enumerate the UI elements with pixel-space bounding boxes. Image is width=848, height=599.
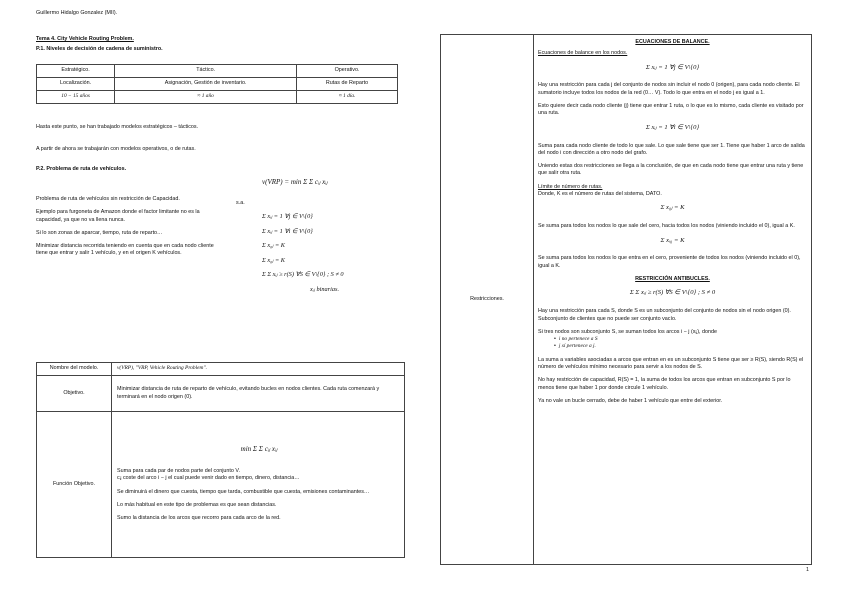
restrictions-label: Restricciones. — [441, 35, 534, 565]
p1-title: P.1. Niveles de decisión de cadena de suministro. — [36, 46, 163, 52]
model-objective-cell — [112, 412, 405, 558]
constraint-line: Σ xᵢⱼ = 1 ∀j ∈ V\{0} — [262, 213, 313, 220]
formulation-sa: s.a. — [236, 200, 245, 206]
levels-cell: ≈ 1 día. — [297, 91, 398, 104]
levels-cell: Asignación, Gestión de inventario. — [115, 78, 297, 91]
p2-title: P.2. Problema de ruta de vehículos. — [36, 166, 127, 172]
levels-cell: 10 − 15 años — [37, 91, 115, 104]
levels-cell: Localización. — [37, 78, 115, 91]
bullet-text: i no pertenece a S — [558, 336, 598, 343]
objective-formula: min Σ Σ cᵢⱼ xᵢⱼ — [240, 444, 278, 453]
routes-subtitle: Límite de número de rutas. — [538, 183, 603, 190]
restr-para: No hay restricción de capacidad, R(S) = 1, la suma de todos los arcos que entran en subconjunto S por lo menos tiene que haber 1 por donde circule 1 vehículo. — [538, 377, 791, 391]
author-line: Guillermo Hidalgo Gonzalez (MII). — [36, 10, 118, 16]
p2-para: Minimizar distancia recorrida teniendo en cuenta que en cada nodo cliente tiene que entrar y salir 1 vehículo, y en el origen K vehículos. — [36, 243, 214, 257]
balance-subtitle: Ecuaciones de balance en los nodos. — [538, 50, 628, 57]
restrictions-table — [440, 34, 812, 565]
model-table — [36, 362, 405, 558]
restr-para: Hay una restricción para cada S, donde S es un subconjunto del conjunto de nodos sin el nodo origen (0). Subconjunto de clientes que no puede ser conjunto vacío. — [538, 308, 791, 322]
anti-title: RESTRICCIÓN ANTIBUCLES. — [635, 276, 710, 283]
p2-para: Ejemplo para furgoneta de Amazon donde el factor limitante no es la capacidad, ya que no va llena nunca. — [36, 209, 200, 223]
model-label: Nombre del modelo. — [37, 363, 112, 376]
p2-para: Problema de ruta de vehículos sin restricción de Capacidad. — [36, 196, 180, 202]
objective-para: Se diminuirá el dinero que cuesta, tiempo que tarda, combustible que cuesta, emisiones contaminantes… — [117, 488, 370, 495]
restr-para: Se suma para todos los nodos lo que sale del cero, hacia todos los nodos (viniendo incluido el 0), igual a K. — [538, 223, 795, 230]
restr-para: Se suma para todos los nodos lo que entra en el cero, proveniente de todos los nodos (viniendo incluido el 0), igual a K. — [538, 255, 801, 269]
objective-para: Lo más habitual en este tipo de problemas es que sean distancias. — [117, 501, 277, 508]
restr-para: Si tres nodos son subconjunto S, se suman todos los arcos i − j (xᵢⱼ), donde — [538, 328, 718, 335]
model-value: Minimizar distancia de ruta de reparto de vehículo, evitando bucles en nodos clientes. Cada ruta comenzará y terminará en el nodo origen (0). — [112, 376, 405, 412]
bullet-item: • j sí pertenece a j. — [554, 343, 596, 350]
objective-para: cᵢⱼ coste del arco i − j el cual puede venir dado en tiempo, dinero, distancia… — [117, 475, 300, 482]
levels-header: Estratégico. — [37, 65, 115, 78]
balance-title: ECUACIONES DE BALANCE. — [635, 39, 710, 45]
equation: Σ xᵢⱼ = 1 ∀i ∈ V\{0} — [645, 123, 700, 131]
bullet-item: • i no pertenece a S — [554, 336, 598, 343]
model-label: Función Objetivo. — [37, 412, 112, 558]
formulation-objective: v(VRP) = min Σ Σ cᵢⱼ xᵢⱼ — [262, 178, 328, 186]
page-number: 1 — [806, 567, 809, 573]
restr-para: Suma para cada nodo cliente de todo lo que sale. Lo que sale tiene que ser 1. Tiene que haber 1 arco de salida del nodo i con dirección a otro nodo del grafo. — [538, 142, 805, 156]
levels-cell: ≈ 1 año — [115, 91, 297, 104]
equation: Σ x₀ⱼ = K — [660, 204, 685, 212]
objective-para: Sumo la distancia de los arcos que recorro para cada arco de la red. — [117, 515, 281, 522]
formulation-constraints — [262, 210, 412, 297]
restrictions-content — [534, 35, 812, 565]
equation: Σ xᵢⱼ = 1 ∀j ∈ V\{0} — [645, 63, 700, 71]
levels-header: Táctico. — [115, 65, 297, 78]
objective-para: Suma para cada par de nodos parte del conjunto V. — [117, 467, 240, 474]
restr-para: Uniendo estas dos restricciones se llega a la conclusión, de que en cada nodo tiene que entrar una ruta y tiene que salir otra ruta. — [538, 163, 804, 177]
equation: Σ xᵢ₀ = K — [660, 236, 685, 244]
p2-para: Si lo son zonas de aparcar, tiempo, ruta de reparto… — [36, 229, 163, 236]
bullet-text: j sí pertenece a j. — [558, 343, 596, 350]
model-value: v(VRP), "VRP, Vehicle Routing Problem". — [112, 363, 405, 376]
restr-para: Ya no vale un bucle cerrado, debe de haber 1 vehículo que entre del exterior. — [538, 397, 723, 404]
levels-header: Operativo. — [297, 65, 398, 78]
constraint-line: Σ xᵢⱼ = 1 ∀i ∈ V\{0} — [262, 227, 313, 235]
routes-text: Donde, K es el número de rutas del sistema, DATO. — [538, 191, 662, 198]
constraint-line: Σ x₀ⱼ = K — [262, 256, 285, 264]
topic-title: Tema 4. City Vehicle Routing Problem. — [36, 36, 134, 42]
restr-para: Hay una restricción para cada j del conjunto de nodos sin incluir el nodo 0 (origen), para cada nodo cliente. El sumatorio incluye todos los nodos de la red (0… V). Todo lo que entra en el nodo j es igual a 1. — [538, 82, 800, 96]
para-hasta: Hasta este punto, se han trabajado modelos estratégicos – tácticos. — [36, 124, 199, 130]
constraint-binary: xᵢⱼ binarias. — [310, 285, 340, 293]
levels-cell: Rutas de Reparto — [297, 78, 398, 91]
restr-para: La suma a variables asociadas a arcos que entran en es un subconjunto S tiene que ser ≥ R(S), siendo R(S) el número de vehículos mínimo necesario para servir a los nodos de S. — [538, 356, 804, 370]
model-label: Objetivo. — [37, 376, 112, 412]
restr-para: Esto quiere decir cada nodo cliente (j) tiene que entrar 1 ruta, o lo que es lo mismo, cada cliente es visitado por una ruta. — [538, 103, 804, 117]
constraint-line: Σ x₀ⱼ = K — [262, 242, 285, 249]
constraint-line: Σ Σ xᵢⱼ ≥ r(S) ∀S ∈ V\{0} ; S ≠ 0 — [262, 271, 344, 278]
para-apartir: A partir de ahora se trabajarán con modelos operativos, o de rutas. — [36, 146, 196, 152]
equation: Σ Σ xᵢⱼ ≥ r(S) ∀S ∈ V\{0} ; S ≠ 0 — [629, 289, 716, 297]
levels-table — [36, 64, 398, 104]
p2-left-text — [36, 196, 218, 264]
